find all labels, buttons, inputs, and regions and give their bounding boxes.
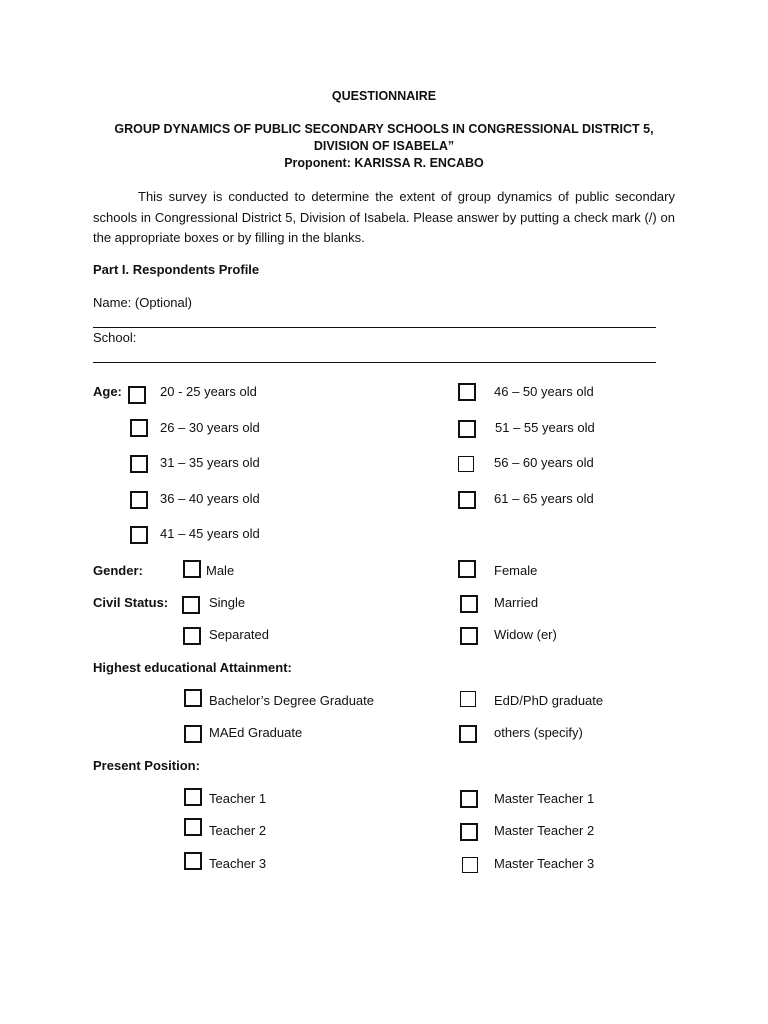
age-option-label: 61 – 65 years old: [494, 491, 594, 506]
age-checkbox[interactable]: [458, 491, 476, 509]
position-checkbox[interactable]: [184, 852, 202, 870]
position-label: Present Position:: [93, 758, 200, 773]
position-option-label: Master Teacher 1: [494, 791, 595, 806]
age-checkbox[interactable]: [458, 383, 476, 401]
age-option-label: 46 – 50 years old: [494, 384, 594, 399]
age-checkbox[interactable]: [130, 419, 148, 437]
position-option-label: Master Teacher 2: [494, 823, 595, 838]
gender-label: Gender:: [93, 563, 143, 578]
intro-paragraph: This survey is conducted to determine the extent of group dynamics of public secondary schools in Congressional District 5, Division of Isabela. Please answer by putting a check mark (/) on the appropriate boxes or by filling in the blanks.: [93, 189, 675, 245]
civil-status-checkbox[interactable]: [182, 596, 200, 614]
age-option-label: 36 – 40 years old: [160, 491, 260, 506]
part1-heading: Part I. Respondents Profile: [93, 262, 260, 277]
age-checkbox[interactable]: [130, 491, 148, 509]
age-checkbox[interactable]: [458, 456, 474, 472]
position-checkbox[interactable]: [184, 788, 202, 806]
education-checkbox[interactable]: [184, 689, 202, 707]
name-field[interactable]: [93, 327, 656, 328]
age-option-label: 26 – 30 years old: [160, 420, 260, 435]
education-option-label: Bachelor’s Degree Graduate: [209, 693, 375, 708]
civil-status-option-label: Single: [209, 595, 246, 610]
civil-status-option-label: Married: [494, 595, 539, 610]
school-field[interactable]: [93, 362, 656, 363]
civil-status-checkbox[interactable]: [460, 627, 478, 645]
position-option-label: Teacher 2: [209, 823, 267, 838]
age-option-label: 51 – 55 years old: [495, 420, 595, 435]
position-checkbox[interactable]: [462, 857, 478, 873]
education-checkbox[interactable]: [460, 691, 476, 707]
civil-status-checkbox[interactable]: [460, 595, 478, 613]
study-title-line1: GROUP DYNAMICS OF PUBLIC SECONDARY SCHOOLS IN CONGRESSIONAL DISTRICT 5,: [114, 122, 654, 136]
study-title-line2: DIVISION OF ISABELA”: [313, 139, 455, 153]
age-checkbox[interactable]: [130, 526, 148, 544]
education-label: Highest educational Attainment:: [93, 660, 292, 675]
position-checkbox[interactable]: [460, 790, 478, 808]
gender-checkbox[interactable]: [458, 560, 476, 578]
education-option-label: others (specify): [494, 725, 583, 740]
questionnaire-title: QUESTIONNAIRE: [331, 89, 437, 103]
civil-status-label: Civil Status:: [93, 595, 169, 610]
age-label: Age:: [93, 384, 122, 399]
age-checkbox[interactable]: [128, 386, 146, 404]
position-option-label: Teacher 1: [209, 791, 267, 806]
education-option-label: EdD/PhD graduate: [494, 693, 604, 708]
age-option-label: 31 – 35 years old: [160, 455, 260, 470]
education-checkbox[interactable]: [184, 725, 202, 743]
gender-checkbox[interactable]: [183, 560, 201, 578]
civil-status-option-label: Widow (er): [494, 627, 557, 642]
age-option-label: 56 – 60 years old: [494, 455, 594, 470]
age-checkbox[interactable]: [458, 420, 476, 438]
age-option-label: 20 - 25 years old: [160, 384, 257, 399]
age-option-label: 41 – 45 years old: [160, 526, 260, 541]
gender-option-label: Male: [206, 563, 235, 578]
gender-option-label: Female: [494, 563, 538, 578]
proponent: Proponent: KARISSA R. ENCABO: [284, 156, 484, 170]
position-option-label: Master Teacher 3: [494, 856, 595, 871]
position-checkbox[interactable]: [460, 823, 478, 841]
education-option-label: MAEd Graduate: [209, 725, 303, 740]
education-checkbox[interactable]: [459, 725, 477, 743]
age-checkbox[interactable]: [130, 455, 148, 473]
civil-status-checkbox[interactable]: [183, 627, 201, 645]
name-label: Name: (Optional): [93, 295, 192, 310]
position-option-label: Teacher 3: [209, 856, 267, 871]
school-label: School:: [93, 330, 137, 345]
position-checkbox[interactable]: [184, 818, 202, 836]
civil-status-option-label: Separated: [209, 627, 269, 642]
